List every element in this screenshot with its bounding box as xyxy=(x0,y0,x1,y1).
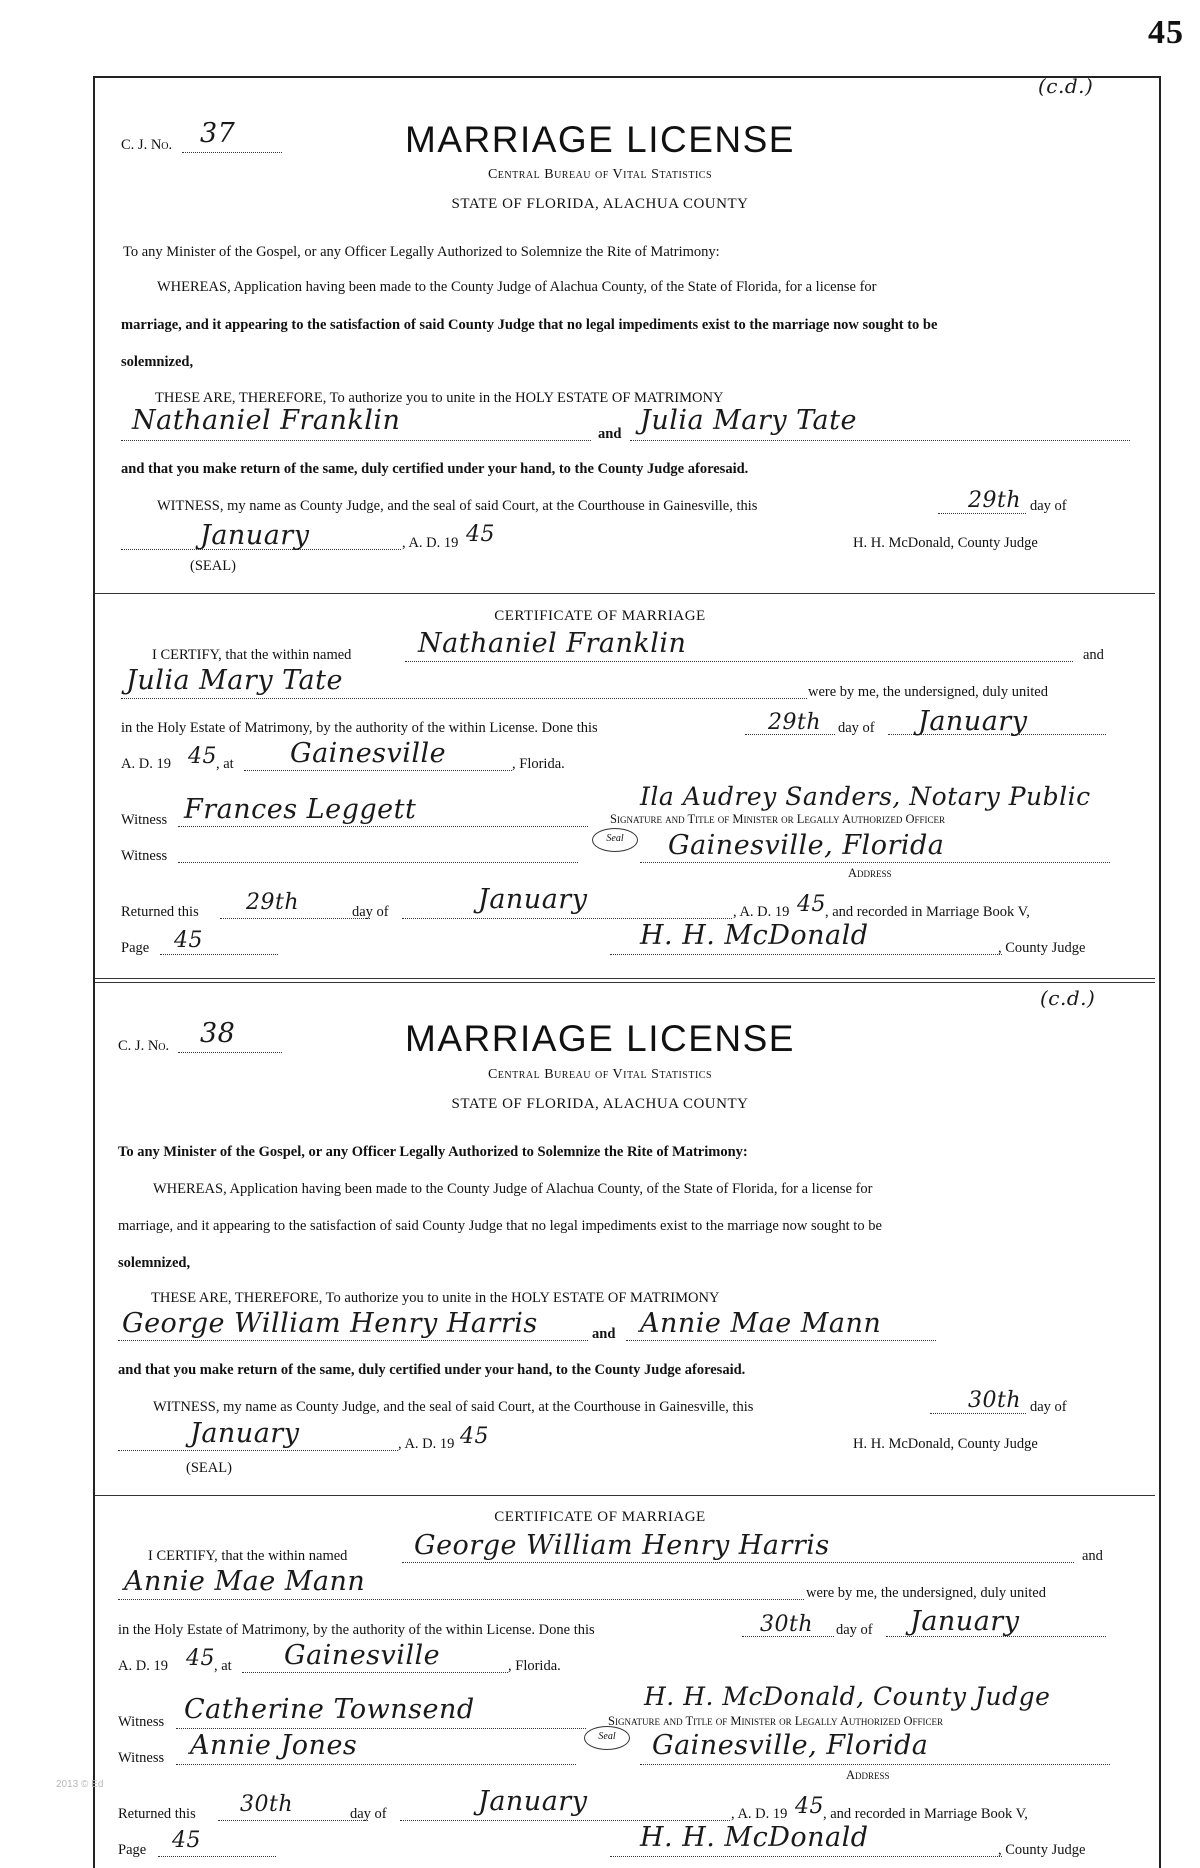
returned-day: 29th xyxy=(246,890,300,915)
done-year: 45 xyxy=(186,1646,215,1671)
issue-month: January xyxy=(200,520,310,551)
done-year: 45 xyxy=(188,744,217,769)
witness-line: WITNESS, my name as County Judge, and the seal of said Court, at the Courthouse in Gainesville, this xyxy=(153,1399,754,1415)
whereas-line-2: marriage, and it appearing to the satisfaction of said County Judge that no legal impediments exist to the marriage now sought to be xyxy=(118,1218,882,1234)
corner-note: (c.d.) xyxy=(1040,986,1096,1010)
section-divider xyxy=(95,978,1155,983)
whereas-line-1: WHEREAS, Application having been made to the County Judge of Alachua County, of the State of Florida, for a license for xyxy=(157,279,877,295)
judge-signature: H. H. McDonald, County Judge xyxy=(853,1436,1038,1452)
cj-number-label: C. J. No. xyxy=(121,137,173,153)
issue-year: 45 xyxy=(466,522,495,547)
witness-2-name: Annie Jones xyxy=(190,1730,358,1761)
state-county: STATE OF FLORIDA, ALACHUA COUNTY xyxy=(451,196,749,212)
signature-title-label: Signature and Title of Minister or Legally Authorized Officer xyxy=(610,812,946,826)
cj-number: 37 xyxy=(200,118,236,149)
book-page: 45 xyxy=(172,1828,201,1853)
whereas-line-1: WHEREAS, Application having been made to the County Judge of Alachua County, of the State of Florida, for a license for xyxy=(153,1181,873,1197)
corner-note: (c.d.) xyxy=(1038,74,1094,98)
license-title: MARRIAGE LICENSE xyxy=(405,119,795,160)
seal-label: (SEAL) xyxy=(190,558,236,574)
at-label: , at xyxy=(214,1658,232,1674)
day-of-label: day of xyxy=(1030,498,1067,514)
cert-and-label: and xyxy=(1083,647,1104,663)
address-label: Address xyxy=(846,1768,890,1782)
done-day: 30th xyxy=(760,1612,814,1637)
page-number: 45 xyxy=(1148,14,1184,51)
watermark: 2013 © Ed xyxy=(56,1779,104,1790)
done-month: January xyxy=(910,1606,1020,1637)
returned-month: January xyxy=(478,1786,588,1817)
cert-and-label: and xyxy=(1082,1548,1103,1564)
recorder-signature: H. H. McDonald xyxy=(640,920,869,951)
cert-bride-name: Annie Mae Mann xyxy=(124,1566,366,1597)
ad-label: , A. D. 19 xyxy=(402,535,459,551)
witness-2-label: Witness xyxy=(118,1750,165,1766)
returned-day-of-label: day of xyxy=(352,904,389,920)
cj-number-label: C. J. No. xyxy=(118,1038,170,1054)
cert-groom-name: George William Henry Harris xyxy=(414,1530,830,1561)
returned-label: Returned this xyxy=(118,1806,196,1822)
whereas-line-2: marriage, and it appearing to the satisfaction of said County Judge that no legal impediments exist to the marriage now sought to be xyxy=(121,317,938,333)
and-label: and xyxy=(592,1326,616,1342)
officer-address: Gainesville, Florida xyxy=(668,830,945,861)
recorded-label: , and recorded in Marriage Book V, xyxy=(825,904,1030,920)
state-county: STATE OF FLORIDA, ALACHUA COUNTY xyxy=(451,1096,749,1112)
and-label: and xyxy=(598,426,622,442)
certify-label: I CERTIFY, that the within named xyxy=(152,647,352,663)
issue-day: 30th xyxy=(968,1388,1022,1413)
witness-1-name: Catherine Townsend xyxy=(184,1694,475,1725)
page-label: Page xyxy=(121,940,150,956)
county-judge-label: , County Judge xyxy=(998,940,1086,956)
bride-name: Annie Mae Mann xyxy=(640,1308,882,1339)
returned-year: 45 xyxy=(795,1794,824,1819)
recorded-ad-label: , A. D. 19 xyxy=(731,1806,788,1822)
ad2-label: A. D. 19 xyxy=(118,1658,168,1674)
page-label: Page xyxy=(118,1842,147,1858)
witness-1-name: Frances Leggett xyxy=(184,794,417,825)
signature-title-label: Signature and Title of Minister or Legally Authorized Officer xyxy=(608,1714,944,1728)
officer-seal-stamp: Seal xyxy=(584,1726,630,1750)
issue-day: 29th xyxy=(968,488,1022,513)
witness-line: WITNESS, my name as County Judge, and the seal of said Court, at the Courthouse in Gainesville, this xyxy=(157,498,758,514)
certificate-title: CERTIFICATE OF MARRIAGE xyxy=(494,608,706,624)
license-title: MARRIAGE LICENSE xyxy=(405,1018,795,1059)
cj-number: 38 xyxy=(200,1018,236,1049)
groom-name: Nathaniel Franklin xyxy=(132,405,401,436)
marriage-place: Gainesville xyxy=(290,738,447,769)
returned-month: January xyxy=(478,884,588,915)
return-line: and that you make return of the same, duly certified under your hand, to the County Judge aforesaid. xyxy=(118,1362,746,1378)
judge-signature: H. H. McDonald, County Judge xyxy=(853,535,1038,551)
witness-1-label: Witness xyxy=(121,812,168,828)
ad-label: , A. D. 19 xyxy=(398,1436,455,1452)
issue-month: January xyxy=(190,1418,300,1449)
groom-name: George William Henry Harris xyxy=(122,1308,538,1339)
done-month: January xyxy=(918,706,1028,737)
bureau-name: Central Bureau of Vital Statistics xyxy=(487,167,713,182)
cert-groom-name: Nathaniel Franklin xyxy=(418,628,687,659)
florida-label: , Florida. xyxy=(508,1658,561,1674)
book-page: 45 xyxy=(174,928,203,953)
recorder-signature: H. H. McDonald xyxy=(640,1822,869,1853)
returned-day: 30th xyxy=(240,1792,294,1817)
whereas-line-3: solemnized, xyxy=(118,1255,191,1271)
united-label: were by me, the undersigned, duly united xyxy=(808,684,1048,700)
ad2-label: A. D. 19 xyxy=(121,756,171,772)
done-day-of-label: day of xyxy=(838,720,875,736)
cert-bride-name: Julia Mary Tate xyxy=(126,665,343,696)
holy-estate-line: in the Holy Estate of Matrimony, by the authority of the within License. Done this xyxy=(118,1622,595,1638)
notary-seal-stamp: Seal xyxy=(592,828,638,852)
florida-label: , Florida. xyxy=(512,756,565,772)
holy-estate-line: in the Holy Estate of Matrimony, by the authority of the within License. Done this xyxy=(121,720,598,736)
seal-label: (SEAL) xyxy=(186,1460,232,1476)
bride-name: Julia Mary Tate xyxy=(640,405,857,436)
recorded-label: , and recorded in Marriage Book V, xyxy=(823,1806,1028,1822)
authorize-line: THESE ARE, THEREFORE, To authorize you to unite in the HOLY ESTATE OF MATRIMONY xyxy=(155,390,724,406)
address-line: To any Minister of the Gospel, or any Officer Legally Authorized to Solemnize the Rite of Matrimony: xyxy=(118,1144,748,1160)
witness-1-label: Witness xyxy=(118,1714,165,1730)
witness-2-label: Witness xyxy=(121,848,168,864)
county-judge-label: , County Judge xyxy=(998,1842,1086,1858)
returned-year: 45 xyxy=(797,892,826,917)
address-line: To any Minister of the Gospel, or any Officer Legally Authorized to Solemnize the Rite of Matrimony: xyxy=(123,244,720,260)
whereas-line-3: solemnized, xyxy=(121,354,194,370)
united-label: were by me, the undersigned, duly united xyxy=(806,1585,1046,1601)
at-label: , at xyxy=(216,756,234,772)
returned-day-of-label: day of xyxy=(350,1806,387,1822)
officer-name: Ila Audrey Sanders, Notary Public xyxy=(640,782,1091,811)
recorded-ad-label: , A. D. 19 xyxy=(733,904,790,920)
issue-year: 45 xyxy=(460,1424,489,1449)
address-label: Address xyxy=(848,866,892,880)
certificate-title: CERTIFICATE OF MARRIAGE xyxy=(494,1509,706,1525)
return-line: and that you make return of the same, duly certified under your hand, to the County Judge aforesaid. xyxy=(121,461,749,477)
marriage-place: Gainesville xyxy=(284,1640,441,1671)
day-of-label: day of xyxy=(1030,1399,1067,1415)
done-day: 29th xyxy=(768,710,822,735)
done-day-of-label: day of xyxy=(836,1622,873,1638)
returned-label: Returned this xyxy=(121,904,199,920)
officer-address: Gainesville, Florida xyxy=(652,1730,929,1761)
authorize-line: THESE ARE, THEREFORE, To authorize you to unite in the HOLY ESTATE OF MATRIMONY xyxy=(151,1290,720,1306)
officer-name: H. H. McDonald, County Judge xyxy=(644,1682,1051,1711)
certify-label: I CERTIFY, that the within named xyxy=(148,1548,348,1564)
bureau-name: Central Bureau of Vital Statistics xyxy=(487,1067,713,1082)
